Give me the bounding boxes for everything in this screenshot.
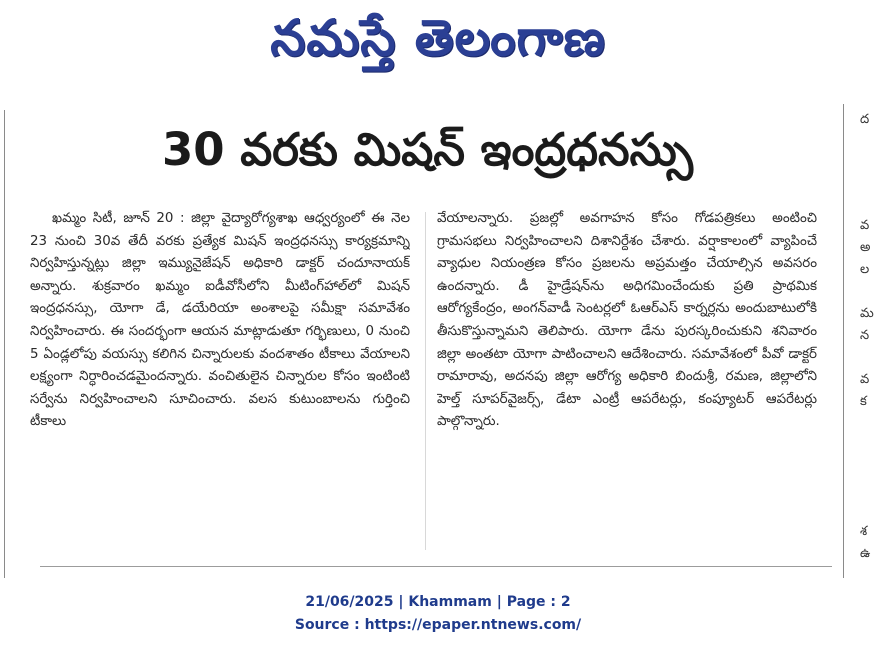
right-frame-rule: [843, 104, 844, 578]
bottom-rule: [40, 566, 832, 567]
margin-fragment: వ: [860, 218, 870, 233]
adjacent-article-fragment: [852, 104, 876, 574]
margin-fragment: శ: [860, 524, 868, 539]
footer-source-link: Source : https://epaper.ntnews.com/: [294, 617, 582, 633]
article-body-right-column: వేయాలన్నారు. ప్రజల్లో అవగాహన కోసం గోడపత్రికలు అంటించి గ్రామసభలు నిర్వహించాలని దిశానిర్దేశం చేశారు. వర్షాకాలంలో వ్యాపించే వ్యాధుల నియంత్రణ కోసం ప్రజలను అప్రమత్తం చేయాల్సిన అవసరం ఉందన్నారు. డీ హైడ్రేషన్‌ను అధిగమించేందుకు ప్రతి ప్రాథమిక ఆరోగ్యకేంద్రం, అంగన్‌వాడీ సెంటర్లలో ఓఆర్‌ఎస్ కార్నర్లను అందుబాటులోకి తీసుకొస్తున్నామని తెలిపారు. యోగా డేను పురస్కరించుకుని శనివారం జిల్లా అంతటా యోగా పాటించాలని ఆదేశించారు. సమావేశంలో పీవో డాక్టర్ రామారావు, అదనపు జిల్లా ఆరోగ్య అధికారి బిందుశ్రీ, రమణ, జిల్లాలోని హెల్త్ సూపర్‌వైజర్స్, డేటా ఎంట్రీ ఆపరేటర్లు, కంప్యూటర్ ఆపరేటర్లు పాల్గొన్నారు.: [437, 211, 817, 430]
article-body-left-column: ఖమ్మం సిటీ, జూన్ 20 : జిల్లా వైద్యారోగ్యశాఖ ఆధ్వర్యంలో ఈ నెల 23 నుంచి 30వ తేదీ వరకు ప్రత్యేక మిషన్ ఇంద్రధనస్సు కార్యక్రమాన్ని నిర్వహిస్తున్నట్లు జిల్లా ఇమ్యునైజేషన్ అధికారి డాక్టర్ చందూనాయక్ అన్నారు. శుక్రవారం ఖమ్మం ఐడీవోసీలోని మీటింగ్‌హాల్‌లో మిషన్ ఇంద్రధనస్సు, యోగా డే, డయేరియా అంశాలపై సమీక్షా సమావేశం నిర్వహించారు. ఈ సందర్భంగా ఆయన మాట్లాడుతూ గర్భిణులు, 0 నుంచి 5 ఏండ్లలోపు వయస్సు కలిగిన చిన్నారులకు వందశాతం టీకాలు వేయాలని లక్ష్యంగా నిర్ధారించడమైందన్నారు. వంచితులైన చిన్నారుల కోసం ఇంటింటి సర్వేను నిర్వహించాలని సూచించారు. వలస కుటుంబాలను గుర్తించి టీకాలు: [30, 211, 410, 430]
margin-fragment: ల: [860, 262, 870, 277]
margin-fragment: అ: [860, 240, 871, 255]
column-divider: [425, 212, 426, 550]
left-frame-rule: [4, 110, 5, 578]
footer-date-edition-page: 21/06/2025 | Khammam | Page : 2: [305, 594, 571, 610]
margin-fragment: క: [860, 394, 867, 409]
newspaper-masthead: నమస్తే తెలంగాణ: [270, 9, 606, 67]
margin-fragment: వ: [860, 372, 870, 387]
article-headline: 30 వరకు మిషన్ ఇంద్రధనస్సు: [161, 123, 694, 176]
margin-fragment: ద: [860, 112, 870, 127]
margin-fragment: న: [860, 328, 870, 343]
margin-fragment: ఉ: [860, 546, 871, 561]
margin-fragment: మ: [860, 306, 874, 321]
